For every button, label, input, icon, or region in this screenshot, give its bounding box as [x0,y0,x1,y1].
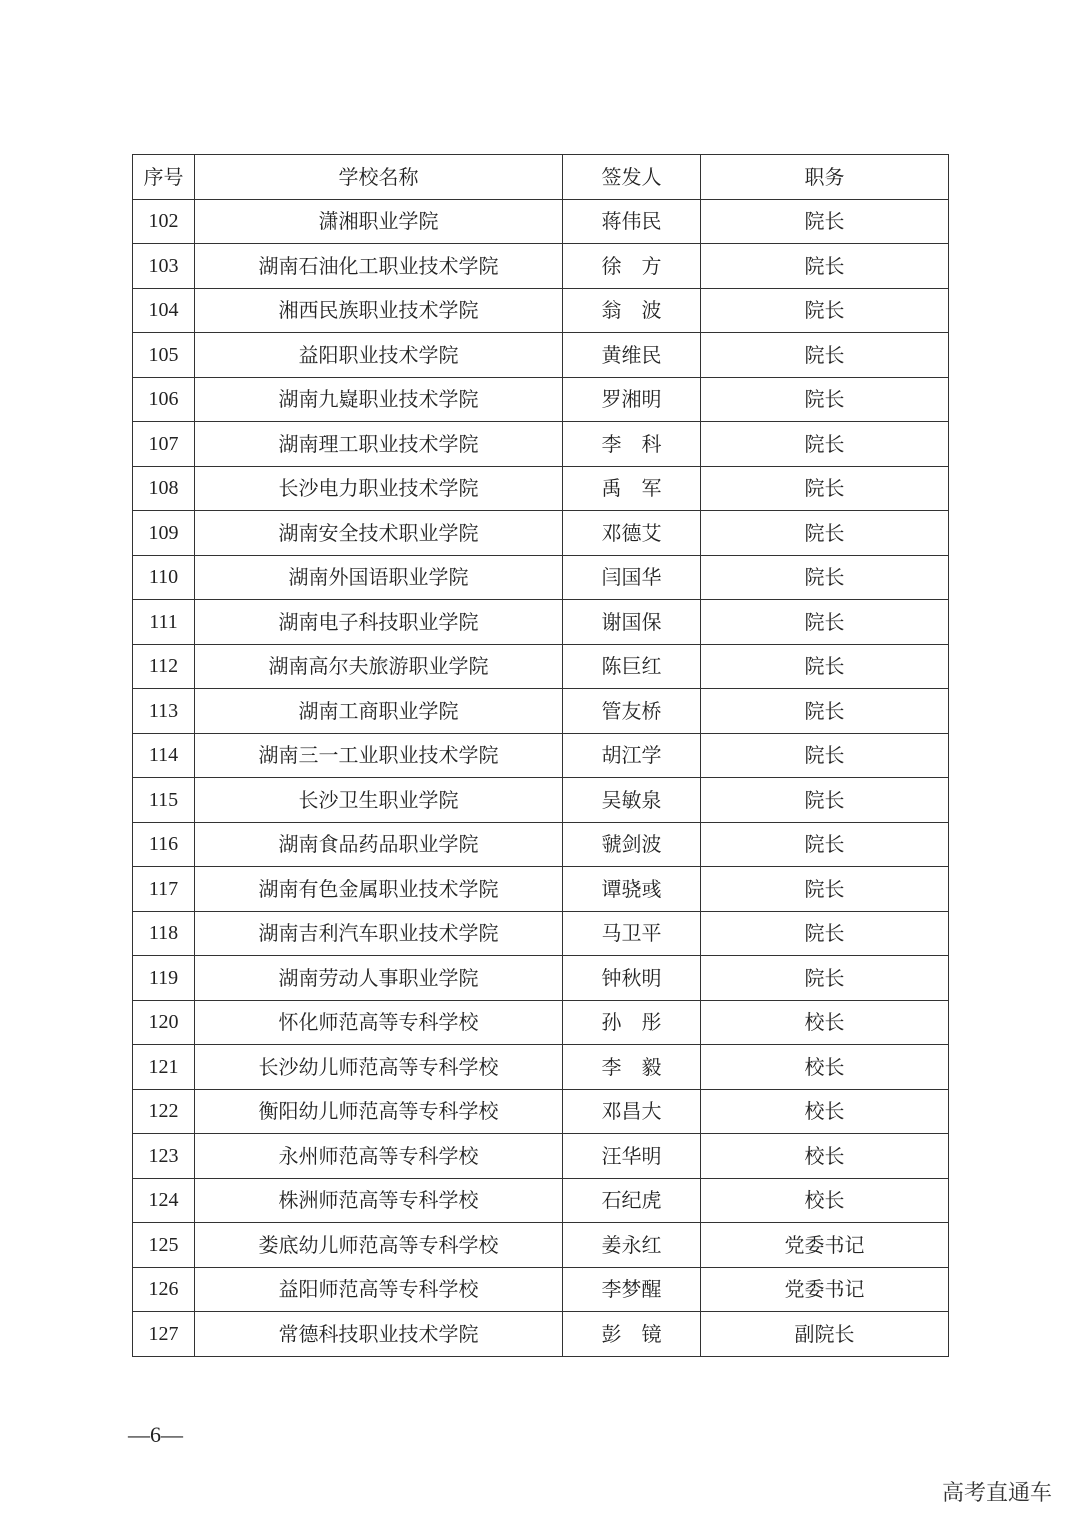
table-row [133,1089,949,1134]
title-cell: 院长 [701,422,949,467]
signer-cell: 李 科 [563,422,701,467]
signer-cell: 翁 波 [563,288,701,333]
page-number: —6— [128,1422,183,1447]
school-name-cell: 衡阳幼儿师范高等专科学校 [195,1089,563,1134]
title-cell: 院长 [701,377,949,422]
title-cell: 院长 [701,956,949,1001]
seq-cell: 123 [133,1134,195,1179]
seq-cell: 126 [133,1267,195,1312]
title-cell: 院长 [701,244,949,289]
signer-cell: 汪华明 [563,1134,701,1179]
title-cell: 院长 [701,199,949,244]
title-cell: 院长 [701,555,949,600]
seq-cell: 120 [133,1000,195,1045]
signer-cell: 虢剑波 [563,822,701,867]
school-name-cell: 湖南三一工业职业技术学院 [195,733,563,778]
school-name-cell: 湖南九嶷职业技术学院 [195,377,563,422]
school-name-cell: 湖南石油化工职业技术学院 [195,244,563,289]
school-name-cell: 湘西民族职业技术学院 [195,288,563,333]
school-name-cell: 常德科技职业技术学院 [195,1312,563,1357]
school-signer-table [132,154,949,1357]
title-cell: 校长 [701,1045,949,1090]
watermark-text: 高考直通车 [941,1481,1052,1506]
table-row [133,867,949,912]
table-row [133,199,949,244]
table-row [133,555,949,600]
table-row [133,377,949,422]
seq-cell: 111 [133,600,195,645]
table-row [133,466,949,511]
seq-cell: 127 [133,1312,195,1357]
school-name-cell: 益阳师范高等专科学校 [195,1267,563,1312]
signer-cell: 蒋伟民 [563,199,701,244]
title-cell: 副院长 [701,1312,949,1357]
table-row [133,956,949,1001]
signer-cell: 谭骁彧 [563,867,701,912]
seq-cell: 105 [133,333,195,378]
signer-cell: 彭 镜 [563,1312,701,1357]
table-row [133,1134,949,1179]
table-row [133,1178,949,1223]
title-cell: 校长 [701,1000,949,1045]
table-row [133,644,949,689]
header-title: 职务 [701,155,949,200]
table-row [133,1045,949,1090]
table-row [133,422,949,467]
seq-cell: 114 [133,733,195,778]
seq-cell: 110 [133,555,195,600]
signer-cell: 闫国华 [563,555,701,600]
school-name-cell: 益阳职业技术学院 [195,333,563,378]
title-cell: 校长 [701,1178,949,1223]
school-name-cell: 湖南电子科技职业学院 [195,600,563,645]
seq-cell: 118 [133,911,195,956]
seq-cell: 104 [133,288,195,333]
seq-cell: 124 [133,1178,195,1223]
title-cell: 院长 [701,778,949,823]
signer-cell: 钟秋明 [563,956,701,1001]
title-cell: 院长 [701,689,949,734]
header-signer: 签发人 [563,155,701,200]
signer-cell: 石纪虎 [563,1178,701,1223]
school-name-cell: 湖南有色金属职业技术学院 [195,867,563,912]
title-cell: 党委书记 [701,1223,949,1268]
seq-cell: 109 [133,511,195,556]
title-cell: 校长 [701,1089,949,1134]
signer-cell: 管友桥 [563,689,701,734]
signer-cell: 禹 军 [563,466,701,511]
school-name-cell: 永州师范高等专科学校 [195,1134,563,1179]
school-name-cell: 湖南高尔夫旅游职业学院 [195,644,563,689]
seq-cell: 116 [133,822,195,867]
signer-cell: 徐 方 [563,244,701,289]
signer-cell: 陈巨红 [563,644,701,689]
signer-cell: 邓德艾 [563,511,701,556]
seq-cell: 125 [133,1223,195,1268]
signer-cell: 谢国保 [563,600,701,645]
title-cell: 院长 [701,511,949,556]
seq-cell: 117 [133,867,195,912]
table-row [133,1223,949,1268]
signer-cell: 孙 彤 [563,1000,701,1045]
signer-cell: 姜永红 [563,1223,701,1268]
title-cell: 院长 [701,644,949,689]
seq-cell: 107 [133,422,195,467]
signer-cell: 胡江学 [563,733,701,778]
title-cell: 院长 [701,733,949,778]
signer-cell: 马卫平 [563,911,701,956]
title-cell: 院长 [701,333,949,378]
school-name-cell: 湖南工商职业学院 [195,689,563,734]
school-name-cell: 湖南吉利汽车职业技术学院 [195,911,563,956]
school-name-cell: 湖南安全技术职业学院 [195,511,563,556]
seq-cell: 119 [133,956,195,1001]
school-name-cell: 湖南劳动人事职业学院 [195,956,563,1001]
seq-cell: 122 [133,1089,195,1134]
school-name-cell: 湖南食品药品职业学院 [195,822,563,867]
header-seq: 序号 [133,155,195,200]
seq-cell: 108 [133,466,195,511]
school-name-cell: 湖南理工职业技术学院 [195,422,563,467]
title-cell: 院长 [701,822,949,867]
table-row [133,822,949,867]
table-row [133,1312,949,1357]
table-row [133,733,949,778]
seq-cell: 102 [133,199,195,244]
seq-cell: 113 [133,689,195,734]
title-cell: 党委书记 [701,1267,949,1312]
title-cell: 院长 [701,911,949,956]
seq-cell: 121 [133,1045,195,1090]
signer-cell: 黄维民 [563,333,701,378]
table-row [133,244,949,289]
seq-cell: 112 [133,644,195,689]
signer-cell: 罗湘明 [563,377,701,422]
title-cell: 院长 [701,867,949,912]
title-cell: 校长 [701,1134,949,1179]
table-row [133,911,949,956]
seq-cell: 103 [133,244,195,289]
seq-cell: 115 [133,778,195,823]
title-cell: 院长 [701,288,949,333]
table-row [133,1267,949,1312]
school-name-cell: 长沙幼儿师范高等专科学校 [195,1045,563,1090]
school-name-cell: 娄底幼儿师范高等专科学校 [195,1223,563,1268]
table-row [133,778,949,823]
table-row [133,1000,949,1045]
table-header-row [133,155,949,200]
school-name-cell: 湖南外国语职业学院 [195,555,563,600]
signer-cell: 李梦醒 [563,1267,701,1312]
school-name-cell: 长沙电力职业技术学院 [195,466,563,511]
table-body [133,199,949,1356]
header-school-name: 学校名称 [195,155,563,200]
table-row [133,511,949,556]
school-name-cell: 株洲师范高等专科学校 [195,1178,563,1223]
seq-cell: 106 [133,377,195,422]
table-row [133,288,949,333]
signer-cell: 李 毅 [563,1045,701,1090]
signer-cell: 吴敏泉 [563,778,701,823]
school-name-cell: 长沙卫生职业学院 [195,778,563,823]
title-cell: 院长 [701,466,949,511]
table-row [133,333,949,378]
title-cell: 院长 [701,600,949,645]
school-name-cell: 潇湘职业学院 [195,199,563,244]
table-row [133,600,949,645]
school-name-cell: 怀化师范高等专科学校 [195,1000,563,1045]
table-row [133,689,949,734]
signer-cell: 邓昌大 [563,1089,701,1134]
